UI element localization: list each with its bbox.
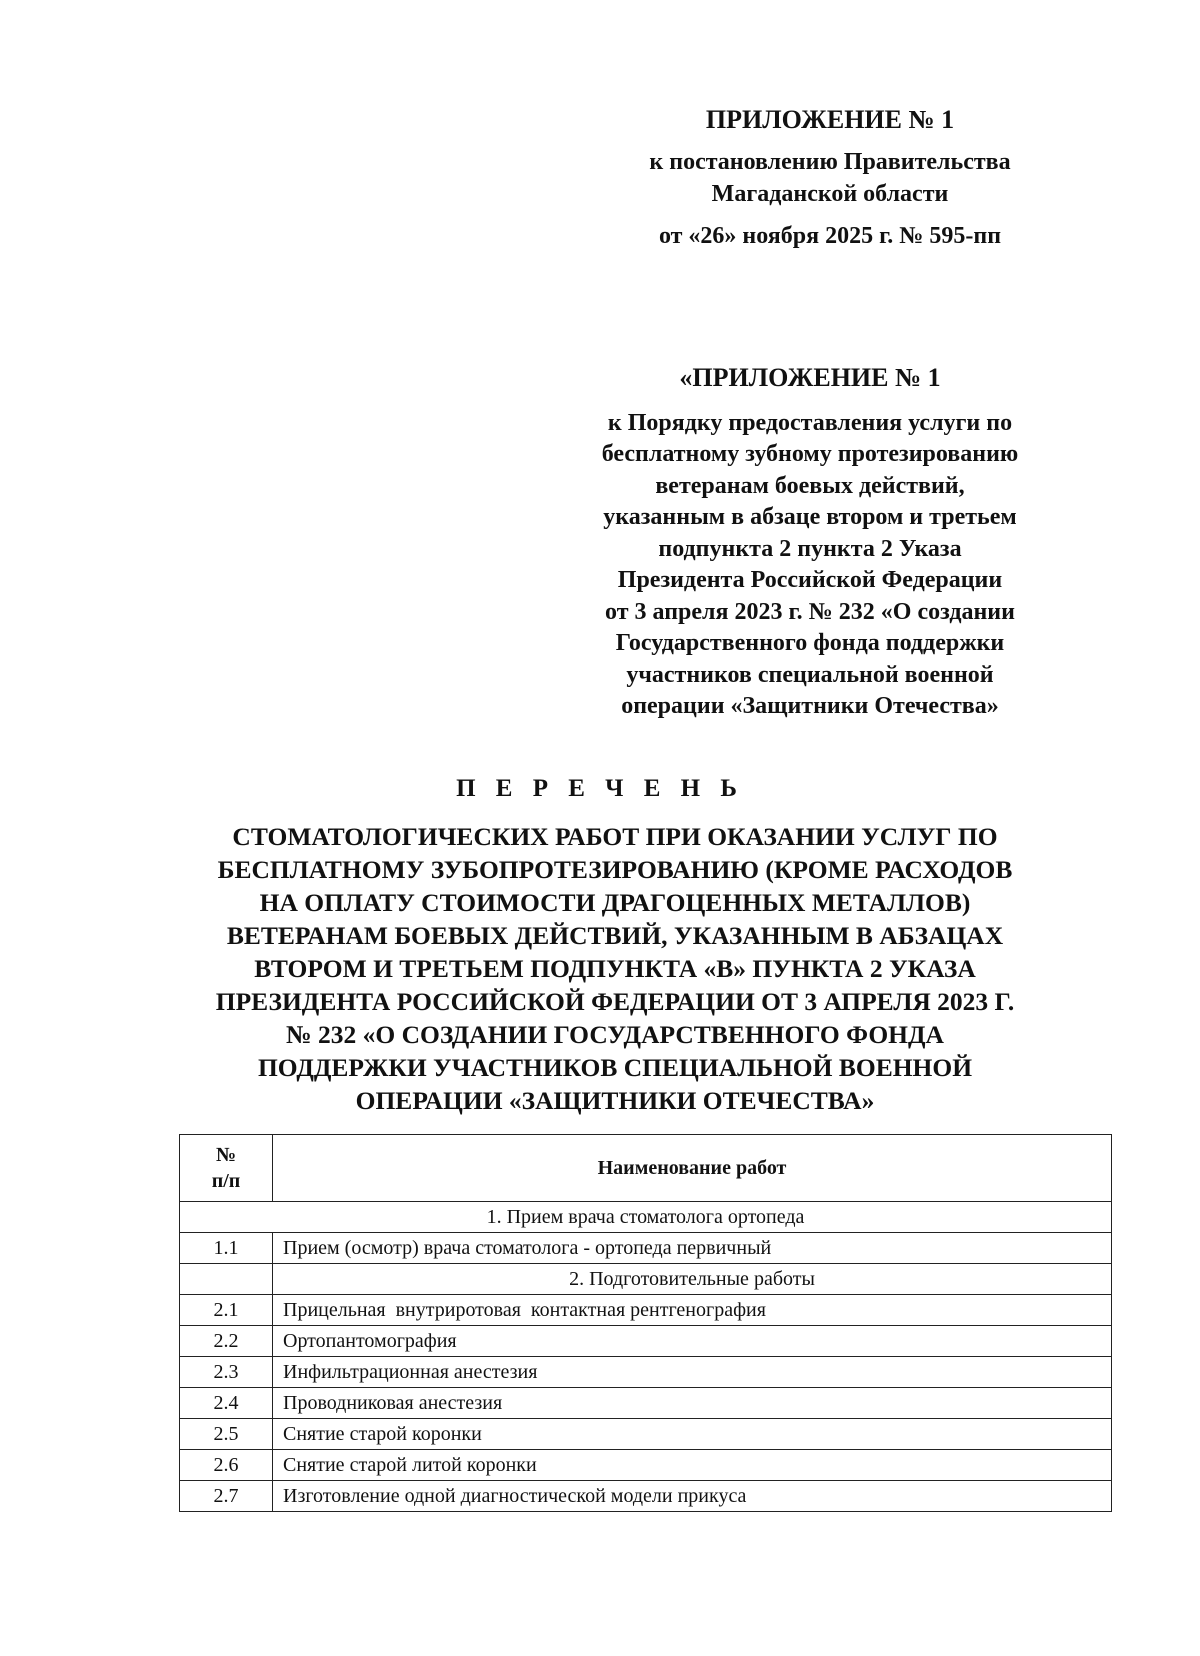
row-number: 2.3 xyxy=(180,1357,273,1388)
list-title: П Е Р Е Ч Е Н Ь xyxy=(456,775,744,802)
procedure-appendix-title: «ПРИЛОЖЕНИЕ № 1 xyxy=(679,363,941,392)
procedure-appendix-line: Президента Российской Федерации xyxy=(617,567,1003,593)
resolution-appendix-line-1: к постановлению Правительства xyxy=(649,149,1011,175)
row-number: 2.4 xyxy=(180,1388,273,1419)
row-name: Изготовление одной диагностической модели прикуса xyxy=(273,1481,1112,1512)
works-table xyxy=(179,1134,1112,1512)
row-number: 1.1 xyxy=(180,1233,273,1264)
row-number: 2.2 xyxy=(180,1326,273,1357)
table-row xyxy=(180,1233,1112,1264)
section-row xyxy=(180,1202,1112,1233)
procedure-appendix-line: подпункта 2 пункта 2 Указа xyxy=(658,535,962,562)
resolution-appendix-header xyxy=(600,104,1060,252)
table-row xyxy=(180,1481,1112,1512)
column-header-name: Наименование работ xyxy=(273,1135,1112,1202)
section-title: 2. Подготовительные работы xyxy=(273,1264,1112,1295)
list-subtitle: СТОМАТОЛОГИЧЕСКИХ РАБОТ ПРИ ОКАЗАНИИ УСЛУГ ПО БЕСПЛАТНОМУ ЗУБОПРОТЕЗИРОВАНИЮ (КРОМЕ РАСХОДОВ НА ОПЛАТУ СТОИМОСТИ ДРАГОЦЕННЫХ МЕТАЛЛОВ) ВЕТЕРАНАМ БОЕВЫХ ДЕЙСТВИЙ, УКАЗАННЫМ В АБЗАЦАХ ВТОРОМ И ТРЕТЬЕМ ПОДПУНКТА «В» ПУНКТА 2 УКАЗА ПРЕЗИДЕНТА РОССИЙСКОЙ ФЕДЕРАЦИИ ОТ 3 АПРЕЛЯ 2023 Г. № 232 «О СОЗДАНИИ ГОСУДАРСТВЕННОГО ФОНДА ПОДДЕРЖКИ УЧАСТНИКОВ СПЕЦИАЛЬНОЙ ВОЕННОЙ ОПЕРАЦИИ «ЗАЩИТНИКИ ОТЕЧЕСТВА» xyxy=(215,822,1015,1115)
column-header-number: № п/п xyxy=(180,1135,273,1202)
row-name: Снятие старой литой коронки xyxy=(273,1450,1112,1481)
section-title: 1. Прием врача стоматолога ортопеда xyxy=(180,1202,1112,1233)
resolution-appendix-line-2: Магаданской области xyxy=(711,181,949,207)
procedure-appendix-line: бесплатному зубному протезированию xyxy=(601,441,1019,467)
row-name: Снятие старой коронки xyxy=(273,1419,1112,1450)
section-row xyxy=(180,1264,1112,1295)
table-header-row xyxy=(180,1135,1112,1202)
table-row xyxy=(180,1388,1112,1419)
row-name: Проводниковая анестезия xyxy=(273,1388,1112,1419)
row-name: Прицельная внутриротовая контактная рентгенография xyxy=(273,1295,1112,1326)
resolution-appendix-title: ПРИЛОЖЕНИЕ № 1 xyxy=(705,105,955,134)
row-number-empty xyxy=(180,1264,273,1295)
row-name: Инфильтрационная анестезия xyxy=(273,1357,1112,1388)
procedure-appendix-line: указанным в абзаце втором и третьем xyxy=(603,504,1017,530)
table-row xyxy=(180,1357,1112,1388)
table-row xyxy=(180,1419,1112,1450)
table-row xyxy=(180,1326,1112,1357)
row-number: 2.1 xyxy=(180,1295,273,1326)
procedure-appendix-line: участников специальной военной xyxy=(626,661,994,688)
procedure-appendix-line: к Порядку предоставления услуги по xyxy=(607,409,1013,436)
row-number: 2.7 xyxy=(180,1481,273,1512)
row-number: 2.6 xyxy=(180,1450,273,1481)
row-number: 2.5 xyxy=(180,1419,273,1450)
table-row xyxy=(180,1295,1112,1326)
procedure-appendix-line: Государственного фонда поддержки xyxy=(615,630,1005,656)
table-row xyxy=(180,1450,1112,1481)
procedure-appendix-line: операции «Защитники Отечества» xyxy=(621,693,999,719)
procedure-appendix-line: ветеранам боевых действий, xyxy=(655,472,965,499)
procedure-appendix-header xyxy=(545,362,1075,723)
procedure-appendix-line: от 3 апреля 2023 г. № 232 «О создании xyxy=(605,598,1015,625)
row-name: Прием (осмотр) врача стоматолога - ортопеда первичный xyxy=(273,1233,1112,1264)
resolution-date: от «26» ноября 2025 г. № 595-пп xyxy=(658,223,1002,249)
row-name: Ортопантомография xyxy=(273,1326,1112,1357)
